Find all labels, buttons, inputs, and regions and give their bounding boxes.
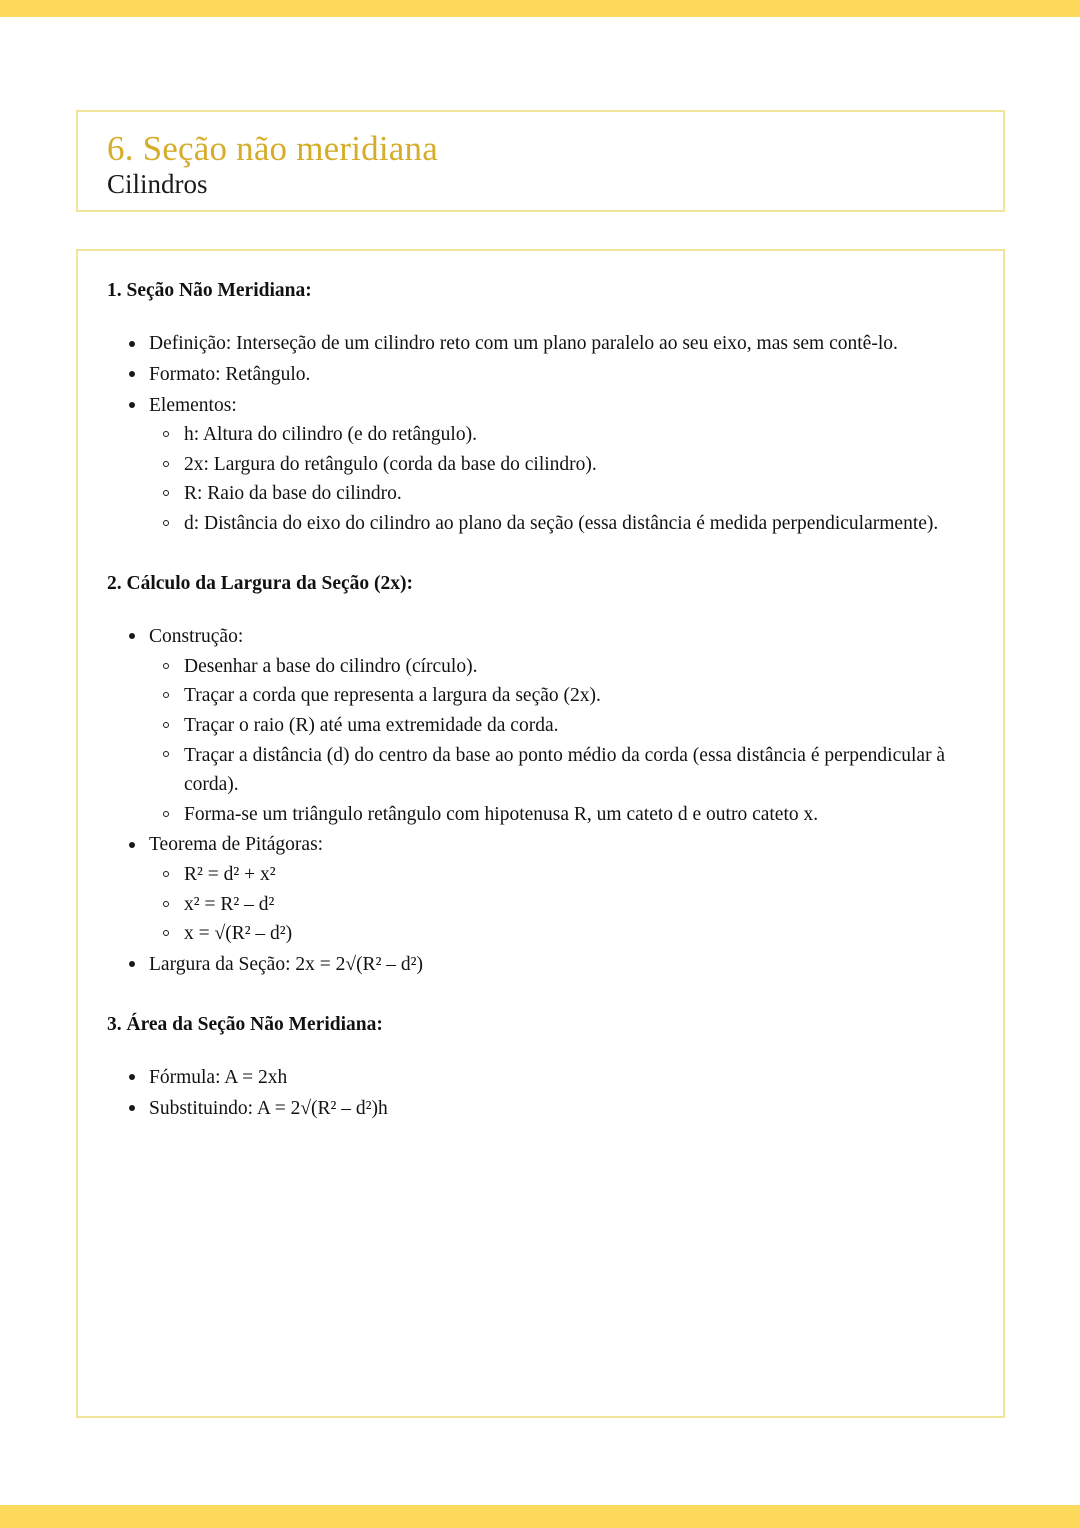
bullet-ring-icon: [163, 692, 169, 698]
document-content-card: [76, 249, 1005, 1418]
sub-list-item: [149, 479, 973, 509]
bullet-ring-icon: [163, 871, 169, 877]
bullet-dot-icon: [129, 371, 135, 377]
list-item: [107, 360, 973, 390]
bullet-ring-icon: [163, 520, 169, 526]
sub-list-item-label: x² = R² – d²: [184, 893, 275, 915]
list-item-label: Largura da Seção: 2x = 2√(R² – d²): [149, 953, 423, 975]
heading-spacer: [107, 1037, 973, 1063]
list-item-label: Definição: Interseção de um cilindro reto com um plano paralelo ao seu eixo, mas sem contê-lo.: [149, 333, 898, 355]
sub-bullet-list: [149, 420, 973, 539]
bullet-dot-icon: [129, 842, 135, 848]
page-sheet: [0, 17, 1080, 1505]
sub-list-item-label: Forma-se um triângulo retângulo com hipotenusa R, um cateto d e outro cateto x.: [184, 803, 819, 825]
bullet-ring-icon: [163, 490, 169, 496]
sub-list-item: [149, 652, 973, 682]
bullet-ring-icon: [163, 663, 169, 669]
list-item: [107, 1094, 973, 1124]
sub-list-item-label: R² = d² + x²: [184, 864, 276, 886]
bullet-ring-icon: [163, 930, 169, 936]
sub-list-item-label: Desenhar a base do cilindro (círculo).: [184, 655, 478, 677]
bullet-dot-icon: [129, 1105, 135, 1111]
sub-list-item-label: h: Altura do cilindro (e do retângulo).: [184, 424, 477, 446]
top-accent-band: [0, 0, 1080, 17]
section-spacer: [107, 540, 973, 571]
document-header-card: [76, 110, 1005, 212]
sub-list-item-label: R: Raio da base do cilindro.: [184, 483, 402, 505]
list-item-label: Teorema de Pitágoras:: [149, 834, 324, 856]
page-title: 6. Seção não meridiana: [107, 129, 438, 168]
sub-list-item-label: Traçar a corda que representa a largura da seção (2x).: [184, 685, 601, 707]
sub-list-item: [149, 860, 973, 890]
list-item: [107, 622, 973, 829]
list-item-label: Formato: Retângulo.: [149, 363, 311, 385]
list-item-label: Fórmula: A = 2xh: [149, 1066, 288, 1088]
heading-spacer: [107, 303, 973, 329]
bullet-ring-icon: [163, 431, 169, 437]
document-header-inner: [78, 112, 1003, 200]
sub-bullet-list: [149, 860, 973, 949]
list-item: [107, 830, 973, 949]
bullet-ring-icon: [163, 461, 169, 467]
bullet-dot-icon: [129, 341, 135, 347]
sub-list-item: [149, 509, 973, 539]
bullet-ring-icon: [163, 722, 169, 728]
heading-spacer: [107, 596, 973, 622]
sub-list-item-label: Traçar a distância (d) do centro da base ao ponto médio da corda (essa distância é perpendicular à corda).: [184, 744, 946, 796]
sub-list-item: [149, 681, 973, 711]
list-item: [107, 1063, 973, 1093]
list-item-label: Construção:: [149, 626, 244, 648]
document-content-body: [78, 251, 1003, 1123]
sub-list-item-label: Traçar o raio (R) até uma extremidade da corda.: [184, 714, 559, 736]
bullet-list: [107, 622, 973, 980]
bullet-dot-icon: [129, 961, 135, 967]
bullet-dot-icon: [129, 633, 135, 639]
bullet-list: [107, 329, 973, 538]
bullet-ring-icon: [163, 751, 169, 757]
bullet-list: [107, 1063, 973, 1123]
sub-list-item-label: 2x: Largura do retângulo (corda da base do cilindro).: [184, 453, 597, 475]
sub-list-item: [149, 800, 973, 830]
list-item: [107, 391, 973, 539]
sub-list-item-label: x = √(R² – d²): [184, 923, 293, 945]
page-subtitle: Cilindros: [107, 169, 208, 200]
bullet-dot-icon: [129, 1074, 135, 1080]
list-item: [107, 950, 973, 980]
sub-list-item: [149, 711, 973, 741]
sub-list-item: [149, 890, 973, 920]
sub-list-item: [149, 420, 973, 450]
list-item-label: Substituindo: A = 2√(R² – d²)h: [149, 1097, 388, 1119]
sub-list-item: [149, 741, 973, 800]
bullet-ring-icon: [163, 811, 169, 817]
section-heading: 3. Área da Seção Não Meridiana:: [107, 1013, 383, 1035]
sub-list-item: [149, 450, 973, 480]
section-heading: 1. Seção Não Meridiana:: [107, 280, 312, 301]
section-heading: 2. Cálculo da Largura da Seção (2x):: [107, 572, 414, 594]
sub-list-item: [149, 919, 973, 949]
section-spacer: [107, 981, 973, 1012]
sub-list-item-label: d: Distância do eixo do cilindro ao plano da seção (essa distância é medida perpendicularmente).: [184, 513, 939, 535]
bullet-dot-icon: [129, 402, 135, 408]
list-item-label: Elementos:: [149, 394, 237, 416]
bottom-accent-band: [0, 1505, 1080, 1528]
sub-bullet-list: [149, 652, 973, 830]
list-item: [107, 329, 973, 359]
bullet-ring-icon: [163, 901, 169, 907]
